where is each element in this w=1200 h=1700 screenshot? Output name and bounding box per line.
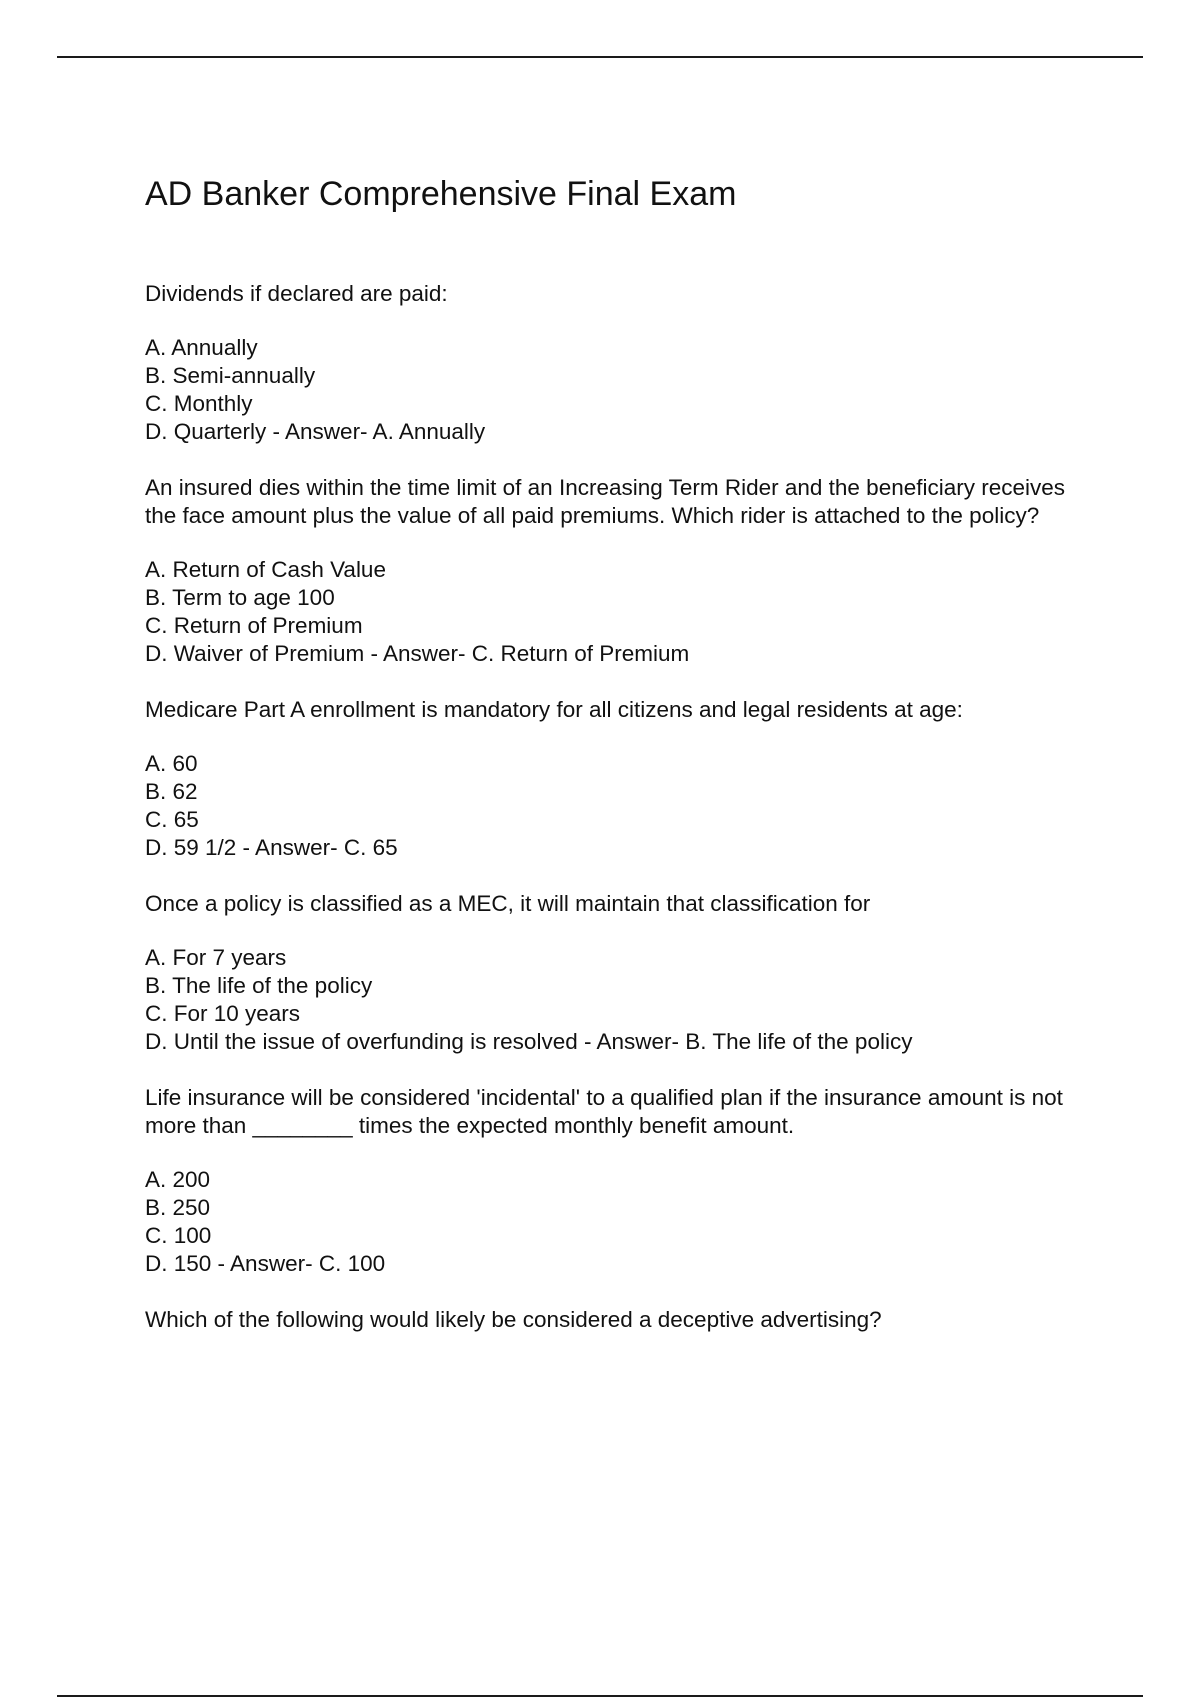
question-stem: Medicare Part A enrollment is mandatory for all citizens and legal residents at age: bbox=[145, 697, 963, 722]
option-c: C. Monthly bbox=[145, 391, 253, 416]
option-c: C. 65 bbox=[145, 807, 199, 832]
option-a: A. 60 bbox=[145, 751, 198, 776]
question-stem: Once a policy is classified as a MEC, it will maintain that classification for bbox=[145, 891, 871, 916]
question-1 bbox=[145, 280, 1095, 446]
header-rule bbox=[57, 56, 1143, 58]
footer-rule bbox=[57, 1695, 1143, 1697]
option-b: B. The life of the policy bbox=[145, 973, 373, 998]
question-list bbox=[145, 280, 1095, 1334]
question-stem: Which of the following would likely be considered a deceptive advertising? bbox=[145, 1307, 882, 1332]
option-d-with-answer: D. Until the issue of overfunding is resolved - Answer- B. The life of the policy bbox=[145, 1029, 913, 1054]
option-b: B. 62 bbox=[145, 779, 198, 804]
page-content bbox=[145, 170, 1095, 1362]
question-stem: Life insurance will be considered 'incidental' to a qualified plan if the insurance amount is not more than ________ times the expected monthly benefit amount. bbox=[145, 1085, 1063, 1138]
question-3 bbox=[145, 696, 1095, 862]
document-title: AD Banker Comprehensive Final Exam bbox=[145, 175, 737, 213]
option-d-with-answer: D. Quarterly - Answer- A. Annually bbox=[145, 419, 486, 444]
option-a: A. Annually bbox=[145, 335, 258, 360]
option-b: B. 250 bbox=[145, 1195, 211, 1220]
option-c: C. Return of Premium bbox=[145, 613, 363, 638]
option-d-with-answer: D. 59 1/2 - Answer- C. 65 bbox=[145, 835, 398, 860]
option-b: B. Term to age 100 bbox=[145, 585, 335, 610]
option-c: C. 100 bbox=[145, 1223, 212, 1248]
question-6 bbox=[145, 1306, 1095, 1334]
question-2 bbox=[145, 474, 1095, 668]
option-b: B. Semi-annually bbox=[145, 363, 316, 388]
option-d-with-answer: D. 150 - Answer- C. 100 bbox=[145, 1251, 386, 1276]
question-stem: Dividends if declared are paid: bbox=[145, 281, 448, 306]
option-d-with-answer: D. Waiver of Premium - Answer- C. Return of Premium bbox=[145, 641, 690, 666]
question-4 bbox=[145, 890, 1095, 1056]
question-5 bbox=[145, 1084, 1095, 1278]
option-c: C. For 10 years bbox=[145, 1001, 301, 1026]
option-a: A. 200 bbox=[145, 1167, 211, 1192]
option-a: A. For 7 years bbox=[145, 945, 287, 970]
question-stem: An insured dies within the time limit of an Increasing Term Rider and the beneficiary receives the face amount plus the value of all paid premiums. Which rider is attached to the policy? bbox=[145, 475, 1066, 528]
option-a: A. Return of Cash Value bbox=[145, 557, 386, 582]
